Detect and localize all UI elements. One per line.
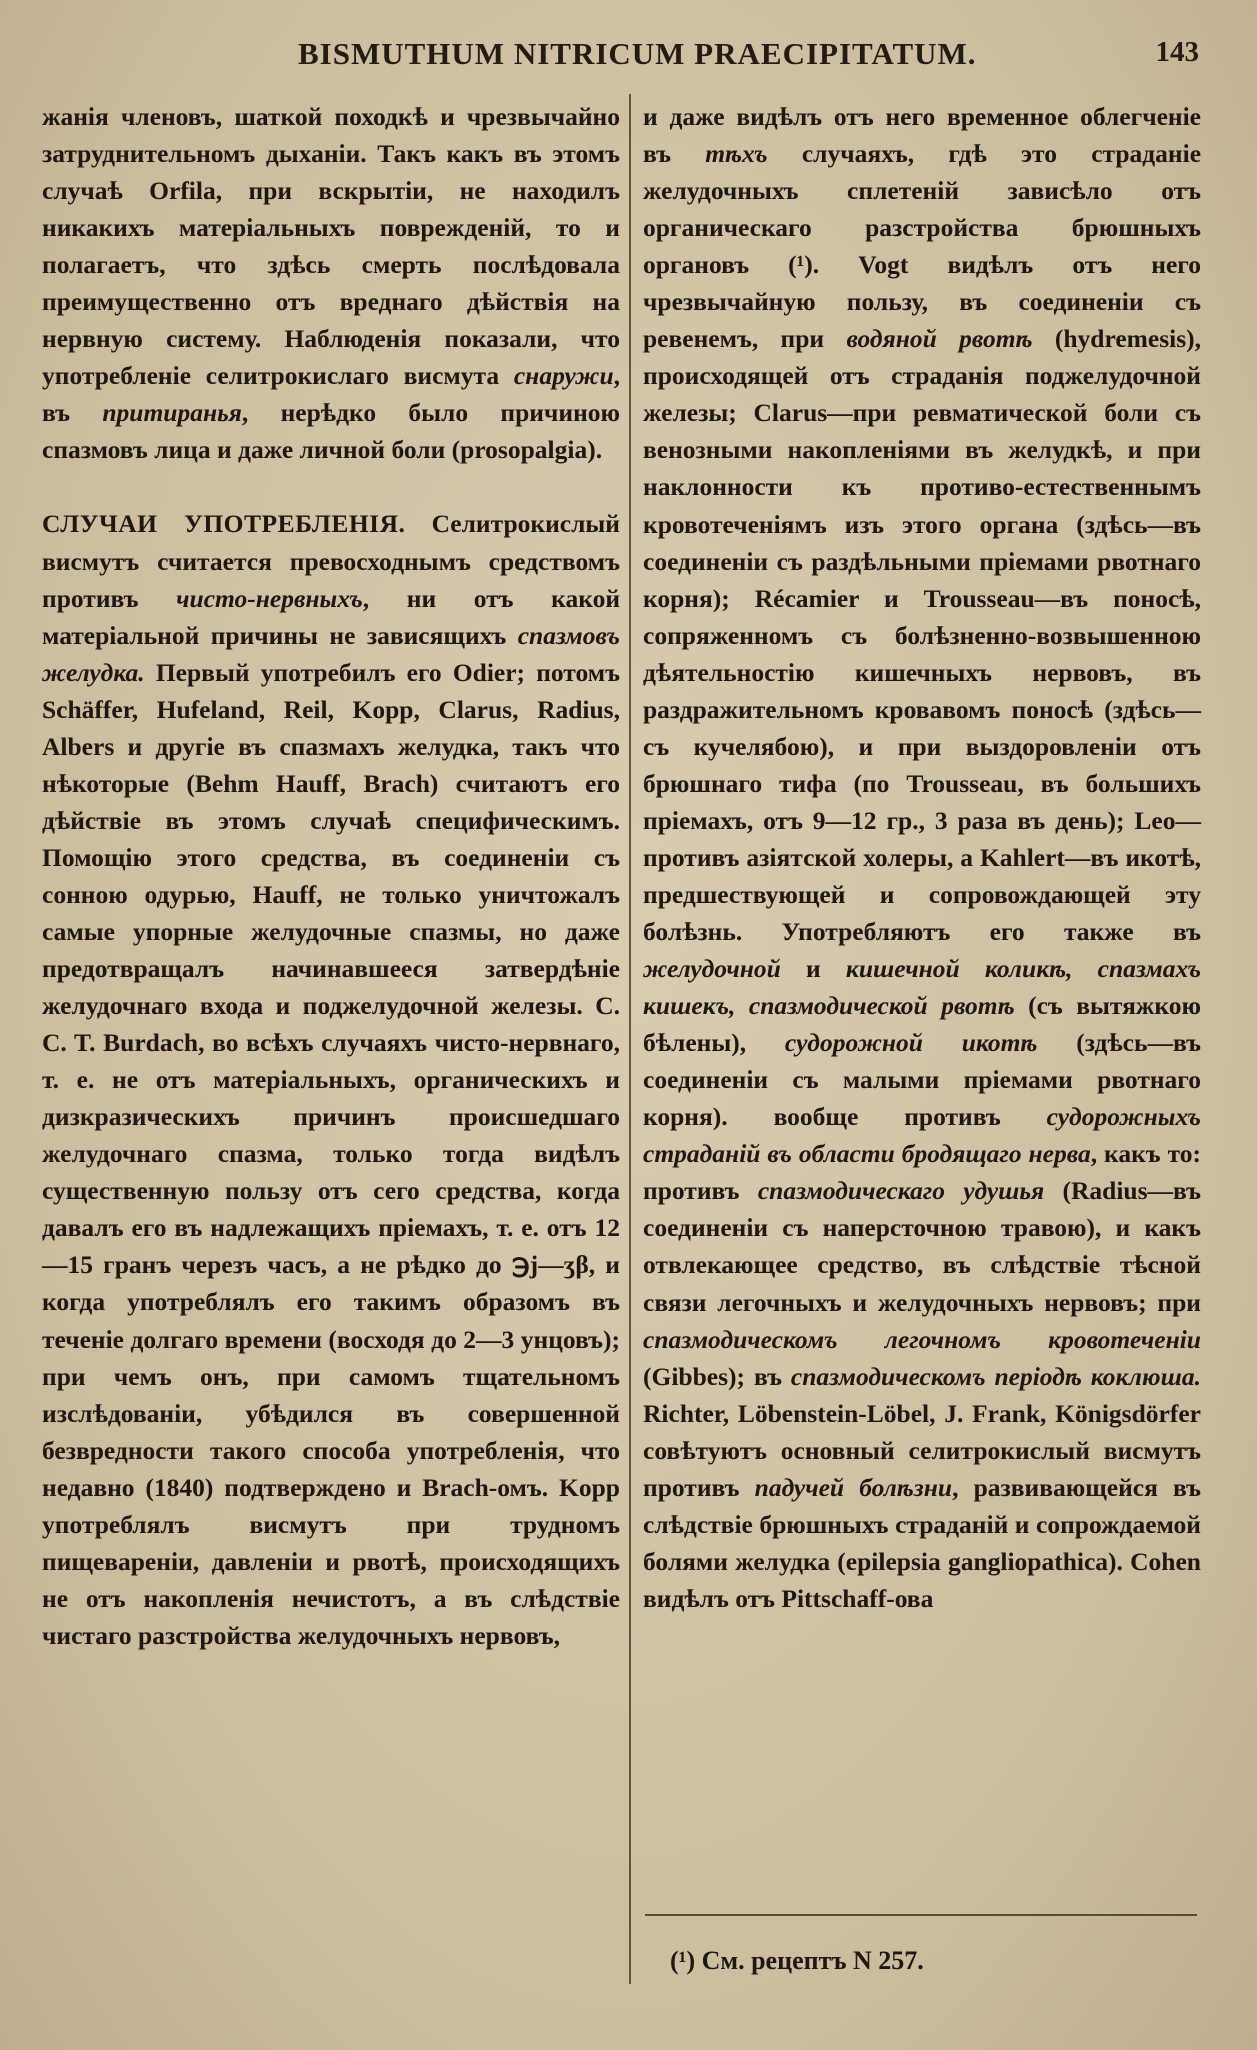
emphasis-text: судорожныхъ страданій въ области бродящаго нерва [643,1102,1201,1169]
text-run: и даже видѣлъ отъ него временное облегченіе въ [643,102,1201,169]
paragraph-continued [643,98,1201,1617]
text-run: (Gibbes); въ [643,1361,782,1391]
emphasis-text: спазмодическомъ періодѣ коклюша. [790,1361,1202,1391]
text-run: Первый употребилъ его Odier; потомъ Schäffer, Hufeland, Reil, Kopp, Clarus, Radius, Albers и другіе въ спазмахъ желудка, такъ что нѣкоторые (Behm Hauff, Brach) считаютъ его дѣйствіе въ этомъ случаѣ специфическимъ. Помощію этого средства, въ соединеніи съ сонною одурью, Hauff, не только уничтожалъ самые упорные желудочные спазмы, но даже предотвращалъ начинавшееся затвердѣніе желудочнаго входа и поджелудочной железы. C. C. T. Burdach, во всѣхъ случаяхъ чисто-нервнаго, т. е. не отъ матеріальныхъ, органическихъ и дизкразическихъ причинъ происшедшаго желудочнаго спазма, только тогда видѣлъ существенную пользу отъ сего средства, когда давалъ его въ надлежащихъ пріемахъ, т. е. отъ 12—15 гранъ черезъ часъ, а не рѣдко до ℈j—ʒβ, и когда употреблялъ его такимъ образомъ въ теченіе долгаго времени (восходя до 2—3 унцовъ); при чемъ онъ, при самомъ тщательномъ изслѣдованіи, убѣдился въ совершенной безвредности такого способа употребленія, что недавно (1840) подтверждено и Brach-омъ. Kopp употреблялъ висмутъ при трудномъ пищевареніи, давленіи и рвотѣ, происходящихъ не отъ накопленія нечистотъ, а въ слѣдствіе чистаго разстройства желудочныхъ нервовъ, [42,657,620,1650]
text-run: Селитрокислый висмутъ считается превосходнымъ средствомъ противъ [42,509,620,613]
text-run: , ни отъ какой матеріальной причины не зависящихъ [42,583,621,650]
footnote: (¹) См. рецептъ N 257. [670,1946,924,1975]
header-title: BISMUTHUM NITRICUM PRAECIPITATUM. [298,36,977,71]
emphasis-text: снаружи [513,361,614,391]
text-run: Richter, Löbenstein-Löbel, J. Frank, Königsdörfer совѣтуютъ основный селитрокислый висмутъ противъ [643,1398,1201,1502]
emphasis-text: желудочной [643,954,781,984]
page-number: 143 [1155,36,1199,68]
emphasis-text: кишечной коликѣ, спазмахъ кишекъ, спазмодической рвотѣ [643,954,1202,1021]
text-run: (Radius—въ соединеніи съ наперсточною травою), и какъ отвлекающее средство, въ слѣдствіе тѣсной связи легочныхъ и желудочныхъ нервовъ; при [643,1176,1202,1317]
emphasis-text: чисто-нервныхъ [176,583,363,613]
text-run: , какъ то: противъ [643,1139,1201,1206]
section-rubric: СЛУЧАИ УПОТРЕБЛЕНІЯ. [42,509,406,539]
emphasis-text: падучей болѣзни [754,1472,953,1502]
text-run: , развивающейся въ слѣдствіе брюшныхъ страданій и сопрождаемой болями желудка (epilepsia gangliopathica). Cohen видѣлъ отъ Pittschaff-ова [643,1472,1202,1613]
right-column [643,98,1201,1617]
running-header [30,30,1207,80]
emphasis-text: судорожной икотѣ [784,1028,1038,1058]
emphasis-text: притиранья [102,398,242,428]
text-run: (съ вытяжкою бѣлены), [643,991,1201,1058]
text-run: случаяхъ, гдѣ это страданіе желудочныхъ сплетеній зависѣло отъ органическаго разстройства брюшныхъ органовъ (¹). Vogt видѣлъ отъ него чрезвычайную пользу, въ соединеніи съ ревенемъ, при [643,139,1202,354]
emphasis-text: спазмодическаго удушья [757,1176,1045,1206]
text-run: (здѣсь—въ соединеніи съ малыми пріемами рвотнаго корня). вообще противъ [643,1028,1201,1132]
left-column [42,98,620,1654]
column-divider [629,94,631,1984]
emphasis-text: тѣхъ [705,139,768,169]
text-run: , въ [42,361,621,428]
footnote-rule [645,1914,1197,1916]
text-run: жанія членовъ, шаткой походкѣ и чрезвычайно затруднительномъ дыханіи. Такъ какъ въ этомъ случаѣ Orfila, при вскрытіи, не находилъ никакихъ матеріальныхъ поврежденій, то и полагаетъ, что здѣсь смерть послѣдовала преимущественно отъ вреднаго дѣйствія на нервную систему. Наблюденія показали, что употребленіе селитрокислаго висмута [42,102,620,391]
paragraph-toxicity [42,98,620,468]
emphasis-text: водяной рвотѣ [846,324,1033,354]
paragraph-indications [42,505,620,1653]
text-run: (hydremesis), происходящей отъ страданія поджелудочной железы; Clarus—при ревматической боли съ венозными накопленіями въ желудкѣ, и при наклонности къ противо-естественнымъ кровотеченіямъ изъ этого органа (здѣсь—въ соединеніи съ раздѣльными пріемами рвотнаго корня); Récamier и Trousseau—въ поносѣ, сопряженномъ съ болѣзненно-возвышенною дѣятельностію кишечныхъ нервовъ, въ раздражительномъ кровавомъ поносѣ (здѣсь—съ кучелябою), и при выздоровленіи отъ брюшнаго тифа (по Trousseau, въ большихъ пріемахъ, отъ 9—12 гр., 3 раза въ день); Leo—противъ азіятской холеры, а Kahlert—въ икотѣ, предшествующей и сопровождающей эту болѣзнь. Употребляютъ его также въ [643,324,1202,947]
text-run: , нерѣдко было причиною спазмовъ лица и даже личной боли (prosopalgia). [42,398,620,465]
emphasis-text: спазмодическомъ легочномъ кровотеченіи [643,1324,1201,1354]
text-run: и [806,954,821,984]
emphasis-text: спазмовъ желудка. [42,620,620,687]
